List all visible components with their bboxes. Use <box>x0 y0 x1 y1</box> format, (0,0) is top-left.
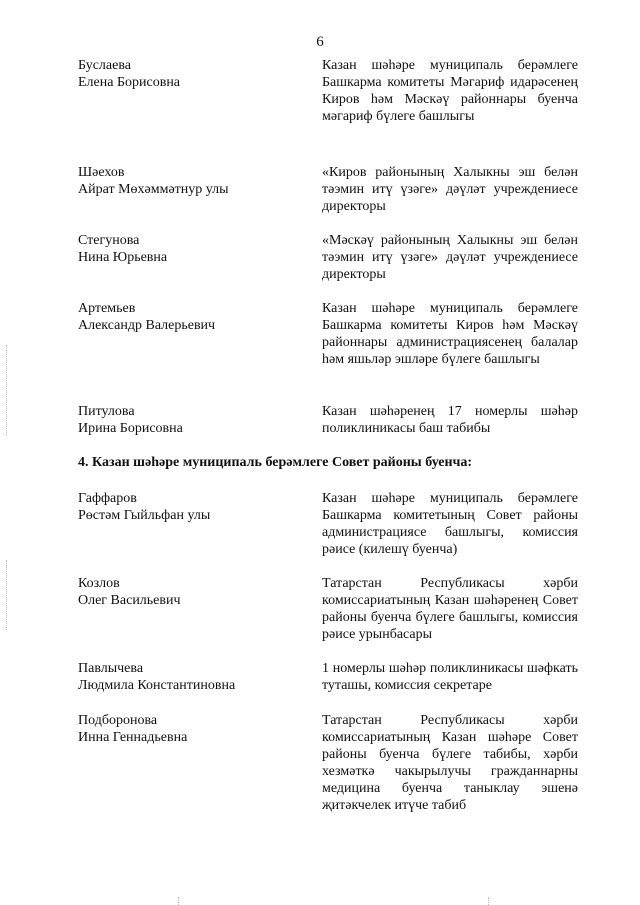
surname: Питулова <box>78 404 135 419</box>
member-position: «Мәскәү районының Халыкны эш белән тәэмин итү үзәге» дәүләт учреждениесе директоры <box>322 233 578 282</box>
surname: Подборонова <box>78 713 158 728</box>
surname: Павлычева <box>78 661 144 676</box>
member-name <box>78 403 298 437</box>
member-position: «Киров районының Халыкны эш белән тәэмин итү үзәге» дәүләт учреждениесе директоры <box>322 165 578 214</box>
member-name <box>78 232 298 266</box>
member-position: Татарстан Республикасы хәрби комиссариатының Казан шәһәре Совет районы буенча бүлеге табибы, хәрби хезмәткә чакырылучы гражданнарны медицина буенча таныклау эшенә җитәкчелек итүче табиб <box>322 713 578 813</box>
scan-edge-mark <box>488 897 489 905</box>
member-name <box>78 575 298 609</box>
member-position: Казан шәһәре муниципаль берәмлеге Башкарма комитетының Совет районы администрациясе башлыгы, комиссия рәисе (килешү буенча) <box>322 491 578 557</box>
given-names: Рөстәм Гыйльфан улы <box>78 508 211 523</box>
member-position: Татарстан Республикасы хәрби комиссариатының Казан шәһәренең Совет районы буенча бүлеге башлыгы, комиссия рәисе урынбасары <box>322 576 578 642</box>
surname: Шәехов <box>78 165 125 180</box>
member-position: Казан шәһәре муниципаль берәмлеге Башкарма комитеты Киров һәм Мәскәү районнары администрациясенең балалар һәм яшьләр эшләре бүлеге башлыгы <box>322 301 578 367</box>
surname: Артемьев <box>78 301 136 316</box>
given-names: Ирина Борисовна <box>78 421 183 436</box>
given-names: Нина Юрьевна <box>78 250 168 265</box>
member-name <box>78 300 298 334</box>
member-position: Казан шәһәренең 17 номерлы шәһәр поликлиникасы баш табибы <box>322 404 578 436</box>
section-heading: 4. Казан шәһәре муниципаль берәмлеге Совет районы буенча: <box>78 455 473 470</box>
given-names: Инна Геннадьевна <box>78 730 188 745</box>
member-name <box>78 164 298 198</box>
member-name <box>78 712 298 746</box>
surname: Гаффаров <box>78 491 137 506</box>
given-names: Айрат Мөхәммәтнур улы <box>78 182 229 197</box>
given-names: Елена Борисовна <box>78 75 181 90</box>
member-name <box>78 57 298 91</box>
scan-edge-mark <box>178 897 179 905</box>
given-names: Александр Валерьевич <box>78 318 216 333</box>
member-position: 1 номерлы шәһәр поликлиникасы шәфкать туташы, комиссия секретаре <box>322 661 578 693</box>
member-name <box>78 490 298 524</box>
surname: Стегунова <box>78 233 140 248</box>
surname: Козлов <box>78 576 120 591</box>
scan-margin-mark <box>6 345 8 435</box>
given-names: Олег Васильевич <box>78 593 181 608</box>
surname: Буслаева <box>78 58 131 73</box>
member-name <box>78 660 298 694</box>
scan-margin-mark <box>6 560 8 630</box>
page-number: 6 <box>316 34 324 50</box>
member-position: Казан шәһәре муниципаль берәмлеге Башкарма комитеты Мәгариф идарәсенең Киров һәм Мәскәү районнары буенча мәгариф бүлеге башлыгы <box>322 58 578 124</box>
given-names: Людмила Константиновна <box>78 678 236 693</box>
